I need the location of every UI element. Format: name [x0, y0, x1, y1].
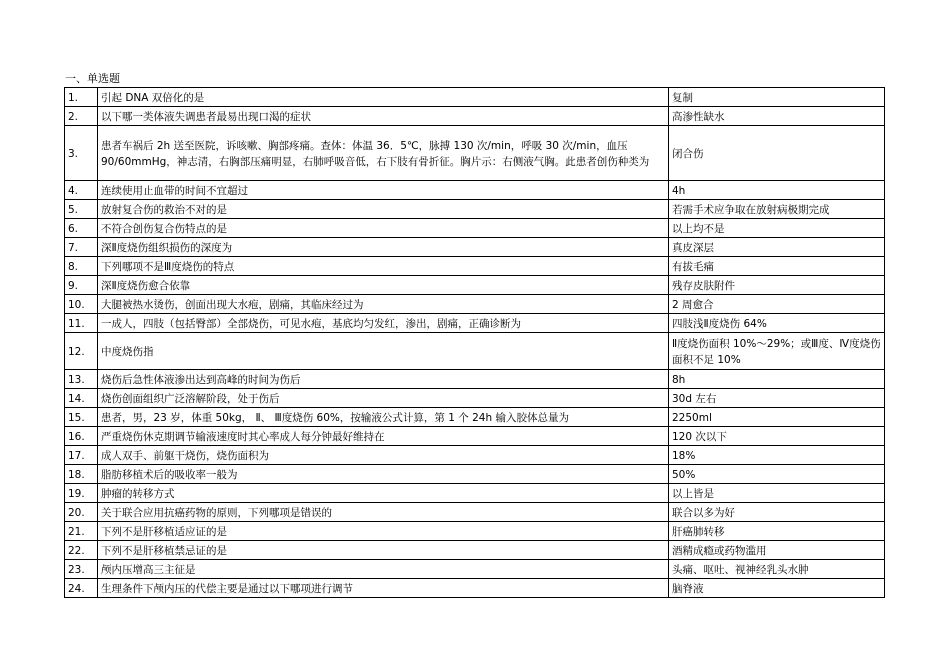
table-row [65, 560, 885, 579]
question-number: 6. [65, 219, 98, 238]
question-number: 9. [65, 276, 98, 295]
answer-text: 真皮深层 [669, 238, 885, 257]
question-text: 引起 DNA 双倍化的是 [98, 88, 669, 107]
table-row [65, 276, 885, 295]
answer-text: 8h [669, 370, 885, 389]
question-number: 17. [65, 446, 98, 465]
table-row [65, 181, 885, 200]
question-number: 12. [65, 333, 98, 370]
question-text: 大腿被热水烫伤，创面出现大水疱，剧痛，其临床经过为 [98, 295, 669, 314]
table-row [65, 541, 885, 560]
question-text: 下列哪项不是Ⅲ度烧伤的特点 [98, 257, 669, 276]
answer-text: 以上皆是 [669, 484, 885, 503]
answer-text: 若需手术应争取在放射病极期完成 [669, 200, 885, 219]
table-row [65, 484, 885, 503]
question-number: 22. [65, 541, 98, 560]
table-row [65, 427, 885, 446]
answer-text: 残存皮肤附件 [669, 276, 885, 295]
question-text: 不符合创伤复合伤特点的是 [98, 219, 669, 238]
table-row [65, 522, 885, 541]
table-row [65, 446, 885, 465]
section-title: 一、单选题 [65, 72, 120, 85]
question-text: 生理条件下颅内压的代偿主要是通过以下哪项进行调节 [98, 579, 669, 598]
question-text: 关于联合应用抗癌药物的原则，下列哪项是错误的 [98, 503, 669, 522]
question-number: 16. [65, 427, 98, 446]
question-number: 1. [65, 88, 98, 107]
question-text: 深Ⅱ度烧伤愈合依靠 [98, 276, 669, 295]
table-row [65, 88, 885, 107]
question-text: 下列不是肝移植禁忌证的是 [98, 541, 669, 560]
table-row [65, 295, 885, 314]
table-row [65, 503, 885, 522]
question-text: 以下哪一类体液失调患者最易出现口渴的症状 [98, 107, 669, 126]
table-row [65, 389, 885, 408]
question-text: 深Ⅱ度烧伤组织损伤的深度为 [98, 238, 669, 257]
table-row [65, 257, 885, 276]
table-row [65, 126, 885, 181]
question-number: 13. [65, 370, 98, 389]
answer-text: 四肢浅Ⅱ度烧伤 64% [669, 314, 885, 333]
answer-text: Ⅱ度烧伤面积 10%～29%；或Ⅲ度、Ⅳ度烧伤面积不足 10% [669, 333, 885, 370]
question-number: 15. [65, 408, 98, 427]
question-text: 放射复合伤的救治不对的是 [98, 200, 669, 219]
answer-text: 2250ml [669, 408, 885, 427]
question-text: 严重烧伤休克期调节输液速度时其心率成人每分钟最好维持在 [98, 427, 669, 446]
question-text: 中度烧伤指 [98, 333, 669, 370]
question-text: 颅内压增高三主征是 [98, 560, 669, 579]
table-row [65, 333, 885, 370]
question-text: 脂肪移植术后的吸收率一般为 [98, 465, 669, 484]
answer-text: 4h [669, 181, 885, 200]
table-row [65, 465, 885, 484]
table-row [65, 579, 885, 598]
question-text: 患者车祸后 2h 送至医院，诉咳嗽、胸部疼痛。查体：体温 36．5℃，脉搏 130 次/min，呼吸 30 次/min，血压 90/60mmHg，神志清，右胸部压痛明显，右肺呼吸音低，右下肢有骨折征。胸片示：右侧液气胸。此患者创伤种类为 [98, 126, 669, 181]
answer-text: 高渗性缺水 [669, 107, 885, 126]
answer-text: 2 周愈合 [669, 295, 885, 314]
answer-text: 有拔毛痛 [669, 257, 885, 276]
question-number: 19. [65, 484, 98, 503]
table-row [65, 370, 885, 389]
question-number: 23. [65, 560, 98, 579]
question-number: 2. [65, 107, 98, 126]
answer-text: 以上均不是 [669, 219, 885, 238]
question-text: 患者，男，23 岁，体重 50kg， Ⅱ、 Ⅲ度烧伤 60%，按输液公式计算，第 1 个 24h 输入胶体总量为 [98, 408, 669, 427]
answer-text: 头痛、呕吐、视神经乳头水肿 [669, 560, 885, 579]
table-row [65, 200, 885, 219]
question-table [64, 87, 885, 598]
table-row [65, 107, 885, 126]
question-text: 烧伤后急性体液渗出达到高峰的时间为伤后 [98, 370, 669, 389]
answer-text: 脑脊液 [669, 579, 885, 598]
question-number: 8. [65, 257, 98, 276]
answer-text: 120 次以下 [669, 427, 885, 446]
table-row [65, 219, 885, 238]
question-number: 14. [65, 389, 98, 408]
answer-text: 闭合伤 [669, 126, 885, 181]
question-number: 3. [65, 126, 98, 181]
answer-text: 50% [669, 465, 885, 484]
question-text: 连续使用止血带的时间不宜超过 [98, 181, 669, 200]
question-number: 4. [65, 181, 98, 200]
question-number: 11. [65, 314, 98, 333]
answer-text: 30d 左右 [669, 389, 885, 408]
question-number: 21. [65, 522, 98, 541]
question-number: 5. [65, 200, 98, 219]
question-text: 肿瘤的转移方式 [98, 484, 669, 503]
question-text: 成人双手、前躯干烧伤，烧伤面积为 [98, 446, 669, 465]
table-row [65, 238, 885, 257]
table-row [65, 314, 885, 333]
question-number: 20. [65, 503, 98, 522]
question-text: 烧伤创面组织广泛溶解阶段，处于伤后 [98, 389, 669, 408]
answer-text: 联合以多为好 [669, 503, 885, 522]
question-number: 18. [65, 465, 98, 484]
answer-text: 酒精成瘾或药物滥用 [669, 541, 885, 560]
question-text: 下列不是肝移植适应证的是 [98, 522, 669, 541]
question-text: 一成人，四肢（包括臀部）全部烧伤，可见水疱，基底均匀发红，渗出，剧痛，正确诊断为 [98, 314, 669, 333]
question-number: 24. [65, 579, 98, 598]
question-number: 10. [65, 295, 98, 314]
answer-text: 18% [669, 446, 885, 465]
answer-text: 肝癌肺转移 [669, 522, 885, 541]
table-row [65, 408, 885, 427]
answer-text: 复制 [669, 88, 885, 107]
question-number: 7. [65, 238, 98, 257]
